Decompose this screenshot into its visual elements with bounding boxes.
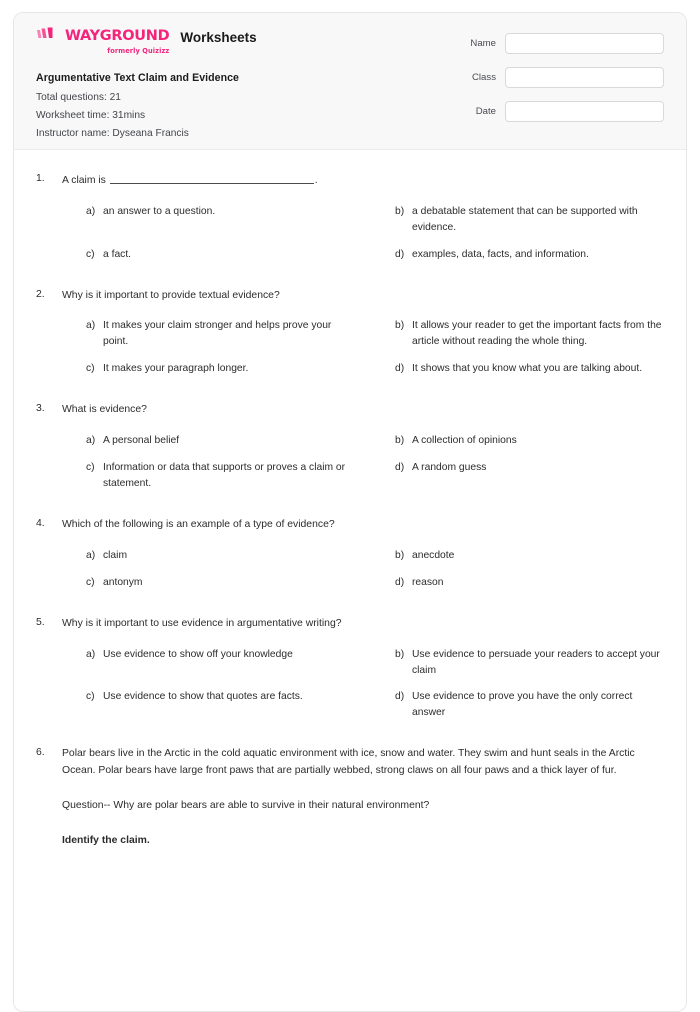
option-letter: c): [86, 462, 95, 474]
question-6: [36, 746, 664, 849]
question-content: [62, 746, 664, 849]
name-input[interactable]: [505, 33, 664, 54]
option-d[interactable]: [371, 247, 664, 263]
question-1: [36, 172, 664, 274]
option-text: reason: [412, 576, 444, 588]
question-number: 4.: [36, 518, 45, 530]
meta-worksheet-time: Worksheet time: 31mins: [36, 110, 146, 121]
options-grid: [62, 318, 664, 388]
option-text: anecdote: [412, 549, 455, 561]
student-fields: [464, 33, 664, 135]
option-b[interactable]: [371, 548, 664, 564]
option-text: antonym: [103, 576, 143, 588]
option-letter: b): [395, 435, 405, 447]
question-content: [62, 517, 664, 602]
date-label: Date: [475, 106, 496, 117]
option-text: It shows that you know what you are talking about.: [412, 363, 643, 375]
option-letter: d): [395, 462, 405, 474]
option-text: Use evidence to persuade your readers to accept your claim: [412, 648, 660, 676]
option-a[interactable]: [62, 548, 355, 564]
passage-instruction: Identify the claim.: [62, 834, 150, 846]
option-text: A random guess: [412, 462, 487, 474]
question-prompt: [62, 172, 664, 189]
field-row-name: [464, 33, 664, 54]
question-number: 5.: [36, 616, 45, 628]
option-letter: b): [395, 320, 405, 332]
questions-body: [14, 150, 686, 850]
question-number: 6.: [36, 747, 45, 759]
wayground-logo[interactable]: [36, 27, 169, 55]
option-a[interactable]: [62, 433, 355, 449]
option-c[interactable]: [62, 575, 355, 591]
wayground-logo-mark: [36, 27, 62, 46]
question-4: [36, 517, 664, 602]
option-letter: b): [395, 549, 405, 561]
option-b[interactable]: [371, 433, 664, 449]
options-grid: [62, 548, 664, 602]
worksheet-page: [13, 12, 687, 1012]
name-label: Name: [470, 38, 496, 49]
option-d[interactable]: [371, 361, 664, 377]
worksheet-title: Argumentative Text Claim and Evidence: [36, 72, 239, 84]
question-prompt: Why is it important to use evidence in argumentative writing?: [62, 617, 342, 629]
option-c[interactable]: [62, 460, 355, 492]
option-text: a debatable statement that can be supported with evidence.: [412, 205, 638, 233]
question-number: 2.: [36, 288, 45, 300]
option-text: Use evidence to show that quotes are facts.: [103, 691, 303, 703]
meta-instructor-name: Instructor name: Dyseana Francis: [36, 128, 189, 139]
worksheet-header: [14, 13, 686, 150]
logo-subtext: formerly Quizizz: [107, 47, 170, 55]
option-letter: b): [395, 648, 405, 660]
question-prompt: Why is it important to provide textual evidence?: [62, 289, 280, 301]
option-c[interactable]: [62, 689, 355, 721]
option-letter: a): [86, 648, 96, 660]
question-content: [62, 288, 664, 389]
logo-wordmark: WAYGROUND: [65, 28, 170, 45]
option-letter: a): [86, 549, 96, 561]
option-letter: a): [86, 205, 96, 217]
option-letter: c): [86, 363, 95, 375]
question-2: [36, 288, 664, 389]
field-row-date: [464, 101, 664, 122]
question-prompt: What is evidence?: [62, 404, 147, 416]
option-b[interactable]: [371, 647, 664, 679]
option-text: a fact.: [103, 248, 132, 260]
options-grid: [62, 647, 664, 733]
option-a[interactable]: [62, 204, 355, 236]
option-text: an answer to a question.: [103, 205, 216, 217]
option-text: It allows your reader to get the important facts from the article without reading the whole thing.: [412, 320, 662, 348]
option-c[interactable]: [62, 361, 355, 377]
class-label: Class: [472, 72, 496, 83]
option-a[interactable]: [62, 318, 355, 350]
option-text: It makes your paragraph longer.: [103, 363, 249, 375]
worksheets-label: Worksheets: [180, 30, 257, 45]
question-content: [62, 616, 664, 733]
option-text: Information or data that supports or proves a claim or statement.: [103, 462, 346, 490]
question-number: 1.: [36, 173, 45, 184]
option-text: examples, data, facts, and information.: [412, 248, 589, 260]
option-c[interactable]: [62, 247, 355, 263]
option-letter: a): [86, 435, 96, 447]
question-5: [36, 616, 664, 733]
option-d[interactable]: [371, 460, 664, 492]
options-grid: [62, 433, 664, 503]
option-text: claim: [103, 549, 128, 561]
option-letter: d): [395, 248, 405, 260]
logo-top-row: [36, 27, 169, 46]
option-letter: c): [86, 576, 95, 588]
option-text: A collection of opinions: [412, 435, 517, 447]
option-d[interactable]: [371, 689, 664, 721]
option-b[interactable]: [371, 204, 664, 236]
field-row-class: [464, 67, 664, 88]
option-b[interactable]: [371, 318, 664, 350]
passage-question: Question-- Why are polar bears are able to survive in their natural environment?: [62, 800, 430, 812]
option-letter: d): [395, 576, 405, 588]
prompt-before-blank: A claim is: [62, 175, 109, 186]
option-letter: d): [395, 363, 405, 375]
option-text: A personal belief: [103, 435, 180, 447]
option-d[interactable]: [371, 575, 664, 591]
question-content: [62, 172, 664, 274]
option-letter: c): [86, 248, 95, 260]
answer-blank[interactable]: [110, 172, 314, 184]
option-letter: b): [395, 205, 405, 217]
option-text: It makes your claim stronger and helps prove your point.: [103, 320, 332, 348]
option-a[interactable]: [62, 647, 355, 679]
question-3: [36, 402, 664, 503]
option-text: Use evidence to show off your knowledge: [103, 648, 293, 660]
option-text: Use evidence to prove you have the only correct answer: [412, 691, 633, 719]
question-content: [62, 402, 664, 503]
option-letter: d): [395, 691, 405, 703]
option-letter: a): [86, 320, 96, 332]
date-input[interactable]: [505, 101, 664, 122]
class-input[interactable]: [505, 67, 664, 88]
prompt-after-blank: .: [314, 175, 318, 186]
passage-paragraph: Polar bears live in the Arctic in the cold aquatic environment with ice, snow and water. They swim and hunt seals in the Arctic Ocean. Polar bears have large front paws that are partially webbed, strong claws on all four paws and a thick layer of fur.: [62, 748, 635, 777]
options-grid: [62, 204, 664, 274]
question-number: 3.: [36, 403, 45, 415]
question-prompt: Which of the following is an example of a type of evidence?: [62, 519, 335, 531]
meta-total-questions: Total questions: 21: [36, 92, 121, 103]
question-passage: [62, 746, 664, 849]
option-letter: c): [86, 691, 95, 703]
